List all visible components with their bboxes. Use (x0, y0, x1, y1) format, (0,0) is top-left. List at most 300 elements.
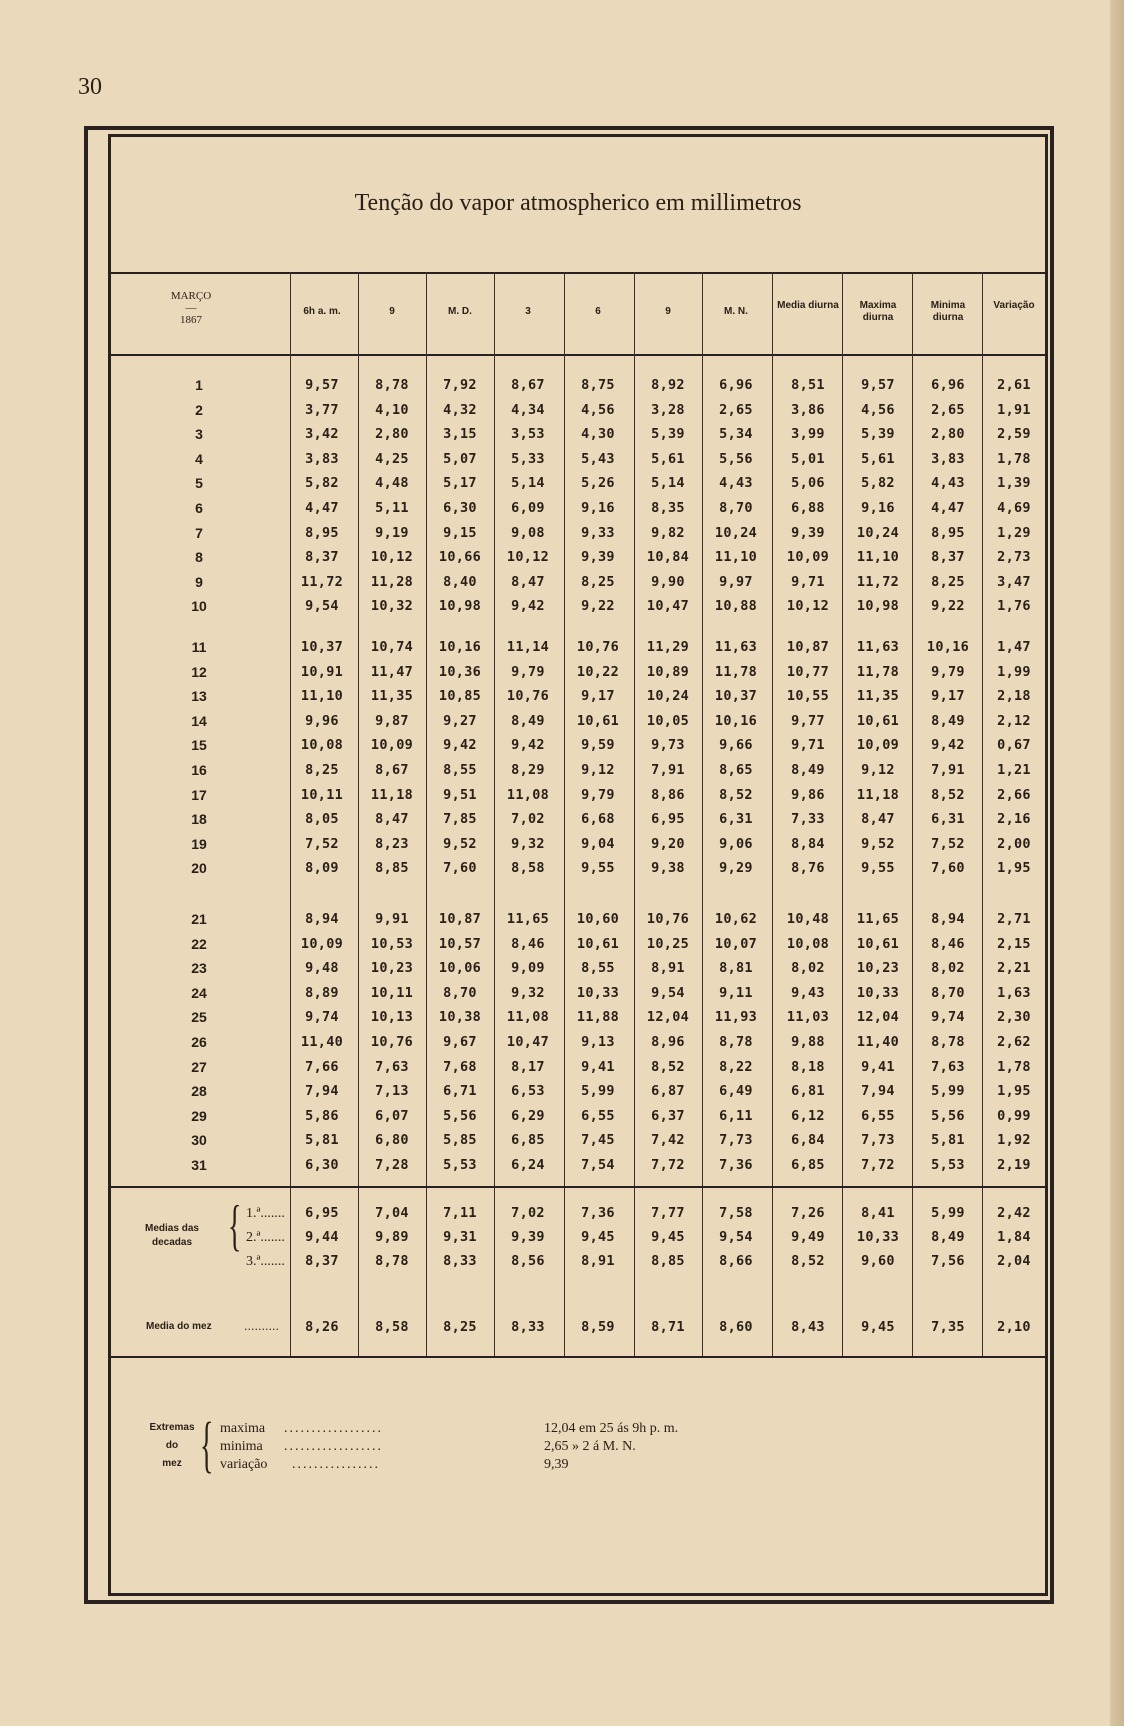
table-cell: 9,52 (861, 835, 895, 852)
header-top-rule (108, 272, 1048, 274)
table-cell: 9,12 (581, 762, 615, 778)
table-cell: 9,54 (651, 984, 685, 1001)
table-cell: 2,65 (931, 401, 965, 418)
table-cell: 10,16 (926, 639, 970, 655)
table-cell: 10,24 (646, 688, 690, 705)
table-cell: 9,96 (305, 712, 339, 729)
decade-cell: 7,58 (719, 1205, 753, 1221)
table-cell: 1,99 (997, 663, 1031, 680)
table-cell: 9,19 (375, 524, 409, 541)
day-number: 29 (191, 1107, 207, 1124)
table-cell: 1,95 (997, 860, 1031, 877)
table-cell: 2,30 (997, 1009, 1031, 1026)
table-cell: 10,98 (856, 598, 900, 615)
table-cell: 10,07 (714, 935, 758, 952)
table-cell: 10,09 (370, 737, 414, 754)
table-cell: 8,25 (305, 762, 339, 778)
table-cell: 9,54 (305, 598, 339, 615)
table-cell: 3,77 (305, 401, 339, 418)
table-cell: 6,80 (375, 1132, 409, 1149)
column-rule (772, 272, 773, 1358)
day-number: 10 (191, 598, 207, 615)
table-cell: 7,63 (931, 1058, 965, 1075)
table-cell: 4,25 (375, 450, 409, 467)
day-number: 3 (195, 426, 203, 443)
table-cell: 1,92 (997, 1132, 1031, 1149)
decade-cell: 8,91 (581, 1253, 615, 1269)
decade-cell: 7,77 (651, 1205, 685, 1221)
table-cell: 11,40 (300, 1034, 344, 1050)
table-cell: 10,66 (438, 549, 482, 566)
table-cell: 5,39 (861, 426, 895, 443)
table-cell: 11,10 (856, 549, 900, 566)
day-number: 9 (195, 573, 203, 590)
table-cell: 10,09 (856, 737, 900, 754)
table-cell: 5,53 (443, 1157, 477, 1173)
day-number: 6 (195, 500, 203, 516)
table-cell: 10,16 (438, 639, 482, 655)
table-cell: 6,87 (651, 1083, 685, 1100)
table-cell: 5,85 (443, 1132, 477, 1149)
table-cell: 4,56 (581, 401, 615, 418)
day-number: 17 (191, 786, 207, 803)
table-cell: 11,65 (506, 911, 550, 927)
table-cell: 10,08 (300, 737, 344, 754)
table-cell: 6,81 (791, 1083, 825, 1100)
table-cell: 10,09 (786, 549, 830, 566)
table-cell: 10,12 (506, 549, 550, 566)
table-cell: 9,79 (931, 663, 965, 680)
table-cell: 5,61 (861, 450, 895, 467)
table-cell: 7,73 (861, 1132, 895, 1149)
month-mean-cell: 7,35 (931, 1319, 965, 1335)
day-number: 27 (191, 1058, 207, 1075)
table-cell: 10,77 (786, 663, 830, 680)
table-cell: 10,98 (438, 598, 482, 615)
table-cell: 8,70 (443, 984, 477, 1001)
table-cell: 9,15 (443, 524, 477, 541)
table-cell: 11,72 (856, 573, 900, 590)
table-cell: 6,85 (791, 1157, 825, 1173)
column-rule (982, 272, 983, 1358)
table-cell: 7,02 (511, 811, 545, 828)
table-cell: 3,42 (305, 426, 339, 443)
table-cell: 6,24 (511, 1157, 545, 1173)
decade-cell: 10,33 (856, 1229, 900, 1245)
table-cell: 5,61 (651, 450, 685, 467)
table-cell: 8,22 (719, 1058, 753, 1075)
decade-cell: 8,52 (791, 1253, 825, 1269)
table-cell: 1,95 (997, 1083, 1031, 1100)
table-cell: 10,12 (786, 598, 830, 615)
table-cell: 6,30 (443, 500, 477, 516)
table-cell: 4,10 (375, 401, 409, 418)
table-cell: 10,84 (646, 549, 690, 566)
table-cell: 9,08 (511, 524, 545, 541)
table-cell: 10,23 (856, 960, 900, 977)
table-cell: 8,35 (651, 500, 685, 516)
table-cell: 11,03 (786, 1009, 830, 1026)
table-cell: 9,16 (861, 500, 895, 516)
table-cell: 10,76 (646, 911, 690, 927)
table-cell: 4,56 (861, 401, 895, 418)
day-number: 5 (195, 475, 203, 492)
table-cell: 2,18 (997, 688, 1031, 705)
table-cell: 8,91 (651, 960, 685, 977)
table-cell: 8,78 (719, 1034, 753, 1050)
table-cell: 7,68 (443, 1058, 477, 1075)
table-cell: 10,08 (786, 935, 830, 952)
decade-ordinal: 1.ª....... (246, 1206, 285, 1221)
table-cell: 9,82 (651, 524, 685, 541)
table-cell: 6,88 (791, 500, 825, 516)
column-header: 3 (525, 306, 531, 317)
month-dash: — (185, 302, 197, 314)
table-cell: 7,91 (651, 762, 685, 778)
decade-cell: 9,31 (443, 1229, 477, 1245)
table-cell: 7,54 (581, 1157, 615, 1173)
table-cell: 9,09 (511, 960, 545, 977)
table-cell: 6,07 (375, 1107, 409, 1124)
extremes-side-1: Extremas (149, 1422, 195, 1433)
column-rule (842, 272, 843, 1358)
table-cell: 10,61 (856, 712, 900, 729)
column-rule (912, 272, 913, 1358)
column-header: 9 (665, 306, 671, 317)
table-cell: 8,46 (511, 935, 545, 952)
column-header: 9 (389, 306, 395, 317)
table-cell: 9,20 (651, 835, 685, 852)
table-cell: 9,29 (719, 860, 753, 877)
decade-cell: 9,49 (791, 1229, 825, 1245)
table-cell: 4,43 (719, 475, 753, 492)
column-header: Minima diurna (930, 300, 966, 323)
day-number: 15 (191, 737, 207, 754)
table-cell: 5,99 (931, 1083, 965, 1100)
table-cell: 6,96 (931, 377, 965, 393)
table-cell: 3,83 (305, 450, 339, 467)
table-cell: 8,49 (931, 712, 965, 729)
table-cell: 11,63 (714, 639, 758, 655)
table-cell: 7,63 (375, 1058, 409, 1075)
day-number: 14 (191, 712, 207, 729)
table-cell: 5,82 (305, 475, 339, 492)
decade-cell: 2,42 (997, 1205, 1031, 1221)
month-mean-cell: 8,59 (581, 1319, 615, 1335)
table-cell: 9,59 (581, 737, 615, 754)
table-cell: 4,34 (511, 401, 545, 418)
table-cell: 8,17 (511, 1058, 545, 1075)
table-cell: 8,65 (719, 762, 753, 778)
day-number: 26 (191, 1034, 207, 1050)
table-cell: 8,55 (443, 762, 477, 778)
table-cell: 9,06 (719, 835, 753, 852)
table-cell: 4,47 (305, 500, 339, 516)
table-cell: 11,93 (714, 1009, 758, 1026)
table-cell: 5,11 (375, 500, 409, 516)
table-cell: 9,74 (931, 1009, 965, 1026)
table-cell: 5,81 (305, 1132, 339, 1149)
table-cell: 3,15 (443, 426, 477, 443)
table-cell: 11,35 (856, 688, 900, 705)
table-cell: 6,49 (719, 1083, 753, 1100)
decade-cell: 8,85 (651, 1253, 685, 1269)
table-cell: 9,57 (861, 377, 895, 393)
day-number: 21 (191, 911, 207, 927)
day-number: 7 (195, 524, 203, 541)
table-cell: 6,68 (581, 811, 615, 828)
table-cell: 9,43 (791, 984, 825, 1001)
month-header (156, 290, 226, 326)
column-header: 6 (595, 306, 601, 317)
table-cell: 11,08 (506, 786, 550, 803)
day-number: 25 (191, 1009, 207, 1026)
table-cell: 10,37 (714, 688, 758, 705)
table-cell: 4,69 (997, 500, 1031, 516)
table-cell: 10,22 (576, 663, 620, 680)
day-number: 1 (195, 377, 203, 393)
month-name: MARÇO (170, 290, 212, 302)
table-cell: 6,84 (791, 1132, 825, 1149)
table-cell: 10,55 (786, 688, 830, 705)
table-cell: 0,67 (997, 737, 1031, 754)
table-cell: 10,38 (438, 1009, 482, 1026)
table-cell: 3,86 (791, 401, 825, 418)
table-cell: 9,79 (511, 663, 545, 680)
table-cell: 12,04 (646, 1009, 690, 1026)
table-cell: 11,88 (576, 1009, 620, 1026)
table-cell: 8,96 (651, 1034, 685, 1050)
table-cell: 3,99 (791, 426, 825, 443)
table-cell: 10,74 (370, 639, 414, 655)
table-cell: 9,91 (375, 911, 409, 927)
table-cell: 2,66 (997, 786, 1031, 803)
table-cell: 10,61 (576, 935, 620, 952)
table-cell: 5,56 (443, 1107, 477, 1124)
table-cell: 7,94 (305, 1083, 339, 1100)
table-cell: 5,53 (931, 1157, 965, 1173)
table-cell: 9,39 (581, 549, 615, 566)
column-header: Variação (993, 300, 1035, 311)
table-cell: 8,18 (791, 1058, 825, 1075)
table-cell: 6,71 (443, 1083, 477, 1100)
table-cell: 10,53 (370, 935, 414, 952)
table-cell: 11,63 (856, 639, 900, 655)
table-cell: 9,27 (443, 712, 477, 729)
table-cell: 6,53 (511, 1083, 545, 1100)
table-cell: 9,22 (931, 598, 965, 615)
table-cell: 7,28 (375, 1157, 409, 1173)
month-mean-cell: 8,71 (651, 1319, 685, 1335)
header-bottom-rule (108, 354, 1048, 356)
table-cell: 9,79 (581, 786, 615, 803)
decade-cell: 8,78 (375, 1253, 409, 1269)
table-cell: 9,55 (861, 860, 895, 877)
decades-label (140, 1222, 204, 1250)
table-cell: 7,13 (375, 1083, 409, 1100)
decade-cell: 5,99 (931, 1205, 965, 1221)
table-cell: 10,47 (646, 598, 690, 615)
decade-cell: 9,89 (375, 1229, 409, 1245)
month-mean-label: Media do mez (146, 1321, 212, 1332)
decades-label-line2: decadas (151, 1237, 193, 1248)
table-cell: 10,24 (714, 524, 758, 541)
table-cell: 9,41 (581, 1058, 615, 1075)
table-cell: 7,66 (305, 1058, 339, 1075)
table-cell: 7,92 (443, 377, 477, 393)
table-cell: 11,10 (714, 549, 758, 566)
day-number: 19 (191, 835, 207, 852)
table-cell: 9,41 (861, 1058, 895, 1075)
table-cell: 9,04 (581, 835, 615, 852)
table-cell: 9,86 (791, 786, 825, 803)
decade-cell: 2,04 (997, 1253, 1031, 1269)
table-cell: 8,09 (305, 860, 339, 877)
table-cell: 6,12 (791, 1107, 825, 1124)
extremes-side-3: mez (162, 1458, 182, 1469)
table-cell: 9,71 (791, 573, 825, 590)
day-number: 12 (191, 663, 207, 680)
table-cell: 2,62 (997, 1034, 1031, 1050)
table-cell: 8,47 (375, 811, 409, 828)
column-header: M. N. (724, 306, 748, 317)
table-cell: 10,61 (856, 935, 900, 952)
table-cell: 10,24 (856, 524, 900, 541)
table-cell: 9,71 (791, 737, 825, 754)
table-cell: 8,70 (719, 500, 753, 516)
table-cell: 10,09 (300, 935, 344, 952)
column-rule (564, 272, 565, 1358)
table-cell: 11,47 (370, 663, 414, 680)
table-cell: 9,39 (791, 524, 825, 541)
table-cell: 11,28 (370, 573, 414, 590)
table-cell: 8,52 (931, 786, 965, 803)
table-cell: 7,73 (719, 1132, 753, 1149)
table-cell: 7,94 (861, 1083, 895, 1100)
table-cell: 9,42 (511, 598, 545, 615)
table-cell: 3,47 (997, 573, 1031, 590)
table-cell: 10,76 (576, 639, 620, 655)
table-cell: 11,18 (856, 786, 900, 803)
table-cell: 10,23 (370, 960, 414, 977)
table-cell: 10,91 (300, 663, 344, 680)
day-number: 24 (191, 984, 207, 1001)
table-cell: 10,12 (370, 549, 414, 566)
table-cell: 5,14 (651, 475, 685, 492)
table-cell: 5,33 (511, 450, 545, 467)
table-cell: 9,12 (861, 762, 895, 778)
table-cell: 11,40 (856, 1034, 900, 1050)
table-cell: 7,52 (931, 835, 965, 852)
table-cell: 1,78 (997, 1058, 1031, 1075)
table-cell: 5,14 (511, 475, 545, 492)
day-number: 22 (191, 935, 207, 952)
table-cell: 7,60 (443, 860, 477, 877)
extreme-max-label: maxima (220, 1421, 266, 1436)
month-mean-cell: 8,26 (305, 1319, 339, 1335)
table-cell: 1,63 (997, 984, 1031, 1001)
decade-cell: 9,45 (581, 1229, 615, 1245)
table-cell: 5,99 (581, 1083, 615, 1100)
table-cell: 7,72 (651, 1157, 685, 1173)
table-cell: 8,67 (375, 762, 409, 778)
month-mean-cell: 8,43 (791, 1319, 825, 1335)
extremes-brace: { (200, 1411, 214, 1479)
table-cell: 1,21 (997, 762, 1031, 778)
table-cell: 10,32 (370, 598, 414, 615)
table-cell: 2,21 (997, 960, 1031, 977)
table-cell: 10,76 (506, 688, 550, 705)
table-cell: 9,55 (581, 860, 615, 877)
column-rule (634, 272, 635, 1358)
day-number: 11 (191, 639, 207, 655)
table-cell: 5,86 (305, 1107, 339, 1124)
table-cell: 7,45 (581, 1132, 615, 1149)
table-cell: 11,35 (370, 688, 414, 705)
decades-label-line1: Medias das (145, 1223, 199, 1234)
day-number: 13 (191, 688, 207, 705)
table-cell: 9,90 (651, 573, 685, 590)
table-cell: 8,29 (511, 762, 545, 778)
table-cell: 10,88 (714, 598, 758, 615)
decade-cell: 7,56 (931, 1253, 965, 1269)
table-cell: 8,40 (443, 573, 477, 590)
table-cell: 10,89 (646, 663, 690, 680)
table-cell: 2,00 (997, 835, 1031, 852)
table-cell: 10,57 (438, 935, 482, 952)
table-cell: 2,19 (997, 1157, 1031, 1173)
decade-cell: 9,39 (511, 1229, 545, 1245)
table-cell: 8,86 (651, 786, 685, 803)
table-cell: 7,85 (443, 811, 477, 828)
table-cell: 9,11 (719, 984, 753, 1001)
table-cell: 10,13 (370, 1009, 414, 1026)
table-cell: 10,16 (714, 712, 758, 729)
table-cell: 9,38 (651, 860, 685, 877)
table-cell: 9,77 (791, 712, 825, 729)
column-rule (494, 272, 495, 1358)
table-cell: 5,07 (443, 450, 477, 467)
page-number: 30 (78, 74, 102, 100)
extreme-min-value: 2,65 » 2 á M. N. (544, 1439, 636, 1454)
table-cell: 9,32 (511, 835, 545, 852)
table-cell: 10,25 (646, 935, 690, 952)
day-number: 23 (191, 960, 207, 977)
table-cell: 8,51 (791, 377, 825, 393)
table-cell: 8,23 (375, 835, 409, 852)
table-cell: 8,76 (791, 860, 825, 877)
table-cell: 10,47 (506, 1034, 550, 1050)
table-cell: 5,43 (581, 450, 615, 467)
table-cell: 5,26 (581, 475, 615, 492)
decade-cell: 9,54 (719, 1229, 753, 1245)
table-cell: 8,25 (931, 573, 965, 590)
extreme-max-dots: .................. (284, 1421, 383, 1436)
table-cell: 9,42 (931, 737, 965, 754)
page-edge (1110, 0, 1124, 1726)
table-cell: 10,11 (370, 984, 414, 1001)
decade-cell: 6,95 (305, 1205, 339, 1221)
table-cell: 7,33 (791, 811, 825, 828)
table-cell: 2,15 (997, 935, 1031, 952)
column-header: Media diurna (777, 300, 839, 311)
table-cell: 10,76 (370, 1034, 414, 1050)
table-cell: 9,42 (443, 737, 477, 754)
table-cell: 8,25 (581, 573, 615, 590)
table-cell: 2,80 (375, 426, 409, 443)
table-cell: 10,11 (300, 786, 344, 803)
column-rule (358, 272, 359, 1358)
